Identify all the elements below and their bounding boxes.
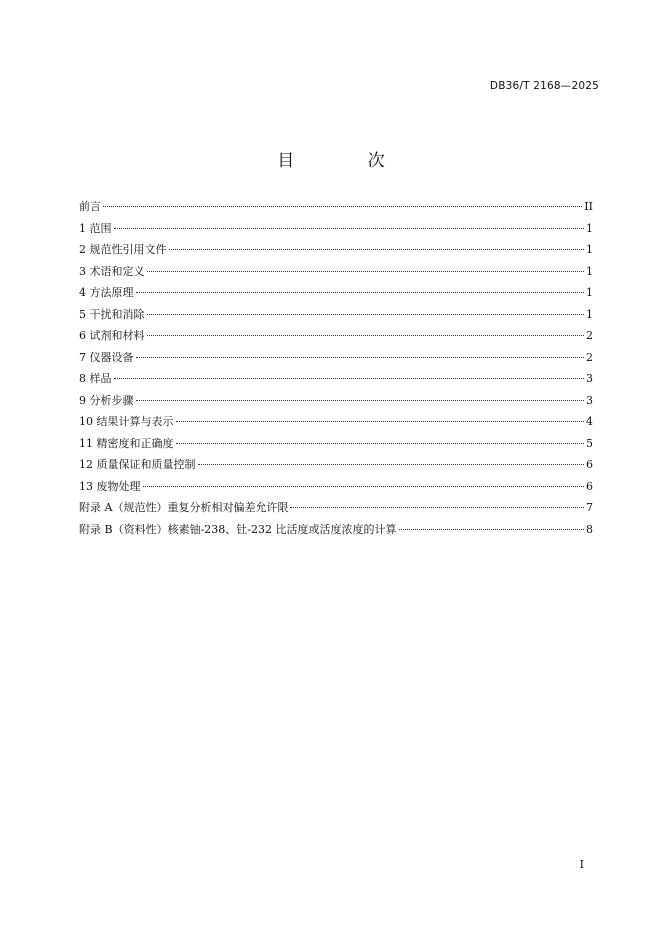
toc-entry[interactable]	[79, 242, 593, 264]
toc-entry-label: 10 结果计算与表示	[79, 415, 174, 428]
table-of-contents	[79, 199, 593, 543]
toc-entry[interactable]	[79, 522, 593, 544]
toc-entry-page: 3	[586, 393, 593, 407]
toc-entry-label: 5 干扰和消除	[79, 307, 145, 321]
toc-entry-label: 1 范围	[79, 221, 112, 235]
dot-leader	[136, 357, 585, 358]
toc-entry[interactable]	[79, 307, 593, 329]
page-number: I	[579, 858, 584, 871]
dot-leader	[143, 486, 585, 487]
toc-entry-page: 6	[586, 458, 593, 471]
toc-entry-label: 4 方法原理	[79, 286, 134, 299]
toc-entry[interactable]	[79, 199, 593, 221]
toc-entry-label: 前言	[79, 200, 101, 213]
toc-entry-page: 1	[586, 264, 593, 278]
toc-entry[interactable]	[79, 457, 593, 479]
toc-entry-label: 附录 A（规范性）重复分析相对偏差允许限	[79, 501, 289, 514]
dot-leader	[169, 249, 585, 250]
toc-entry-label: 9 分析步骤	[79, 393, 134, 407]
dot-leader	[114, 378, 585, 379]
toc-entry[interactable]	[79, 479, 593, 501]
toc-entry[interactable]	[79, 500, 593, 522]
dot-leader	[147, 335, 585, 336]
dot-leader	[147, 314, 585, 315]
dot-leader	[136, 400, 585, 401]
toc-entry[interactable]	[79, 436, 593, 458]
toc-entry[interactable]	[79, 264, 593, 286]
toc-entry-page: 1	[586, 221, 593, 235]
toc-entry-page: 8	[586, 522, 593, 536]
dot-leader	[399, 529, 585, 530]
toc-entry-label: 8 样品	[79, 372, 112, 385]
toc-entry-page: 6	[586, 479, 593, 493]
toc-entry[interactable]	[79, 328, 593, 350]
toc-entry-label: 11 精密度和正确度	[79, 436, 174, 450]
toc-entry[interactable]	[79, 393, 593, 415]
dot-leader	[176, 421, 585, 422]
toc-entry-label: 7 仪器设备	[79, 350, 134, 364]
toc-entry-page: 5	[586, 436, 593, 450]
toc-entry-page: 3	[586, 372, 593, 385]
toc-entry-label: 附录 B（资料性）核素铀-238、钍-232 比活度或活度浓度的计算	[79, 522, 397, 536]
toc-entry-label: 3 术语和定义	[79, 264, 145, 278]
page-title: 目 次	[277, 151, 419, 171]
toc-entry-page: 2	[586, 350, 593, 364]
toc-entry-label: 12 质量保证和质量控制	[79, 458, 196, 471]
toc-entry[interactable]	[79, 414, 593, 436]
dot-leader	[290, 507, 584, 508]
dot-leader	[114, 228, 585, 229]
toc-entry-page: 2	[586, 329, 593, 342]
toc-entry-page: 7	[586, 501, 593, 514]
toc-entry[interactable]	[79, 285, 593, 307]
toc-entry-label: 13 废物处理	[79, 479, 141, 493]
dot-leader	[176, 443, 585, 444]
dot-leader	[103, 206, 582, 207]
toc-entry[interactable]	[79, 371, 593, 393]
toc-entry-label: 6 试剂和材料	[79, 329, 145, 342]
toc-entry-label: 2 规范性引用文件	[79, 243, 167, 256]
toc-entry-page: II	[584, 200, 593, 213]
toc-entry-page: 4	[586, 415, 593, 428]
dot-leader	[198, 464, 585, 465]
toc-entry[interactable]	[79, 350, 593, 372]
dot-leader	[147, 271, 585, 272]
toc-entry-page: 1	[586, 243, 593, 256]
toc-entry-page: 1	[586, 307, 593, 321]
document-code: DB36/T 2168—2025	[489, 80, 599, 92]
toc-entry[interactable]	[79, 221, 593, 243]
toc-entry-page: 1	[586, 286, 593, 299]
dot-leader	[136, 292, 585, 293]
